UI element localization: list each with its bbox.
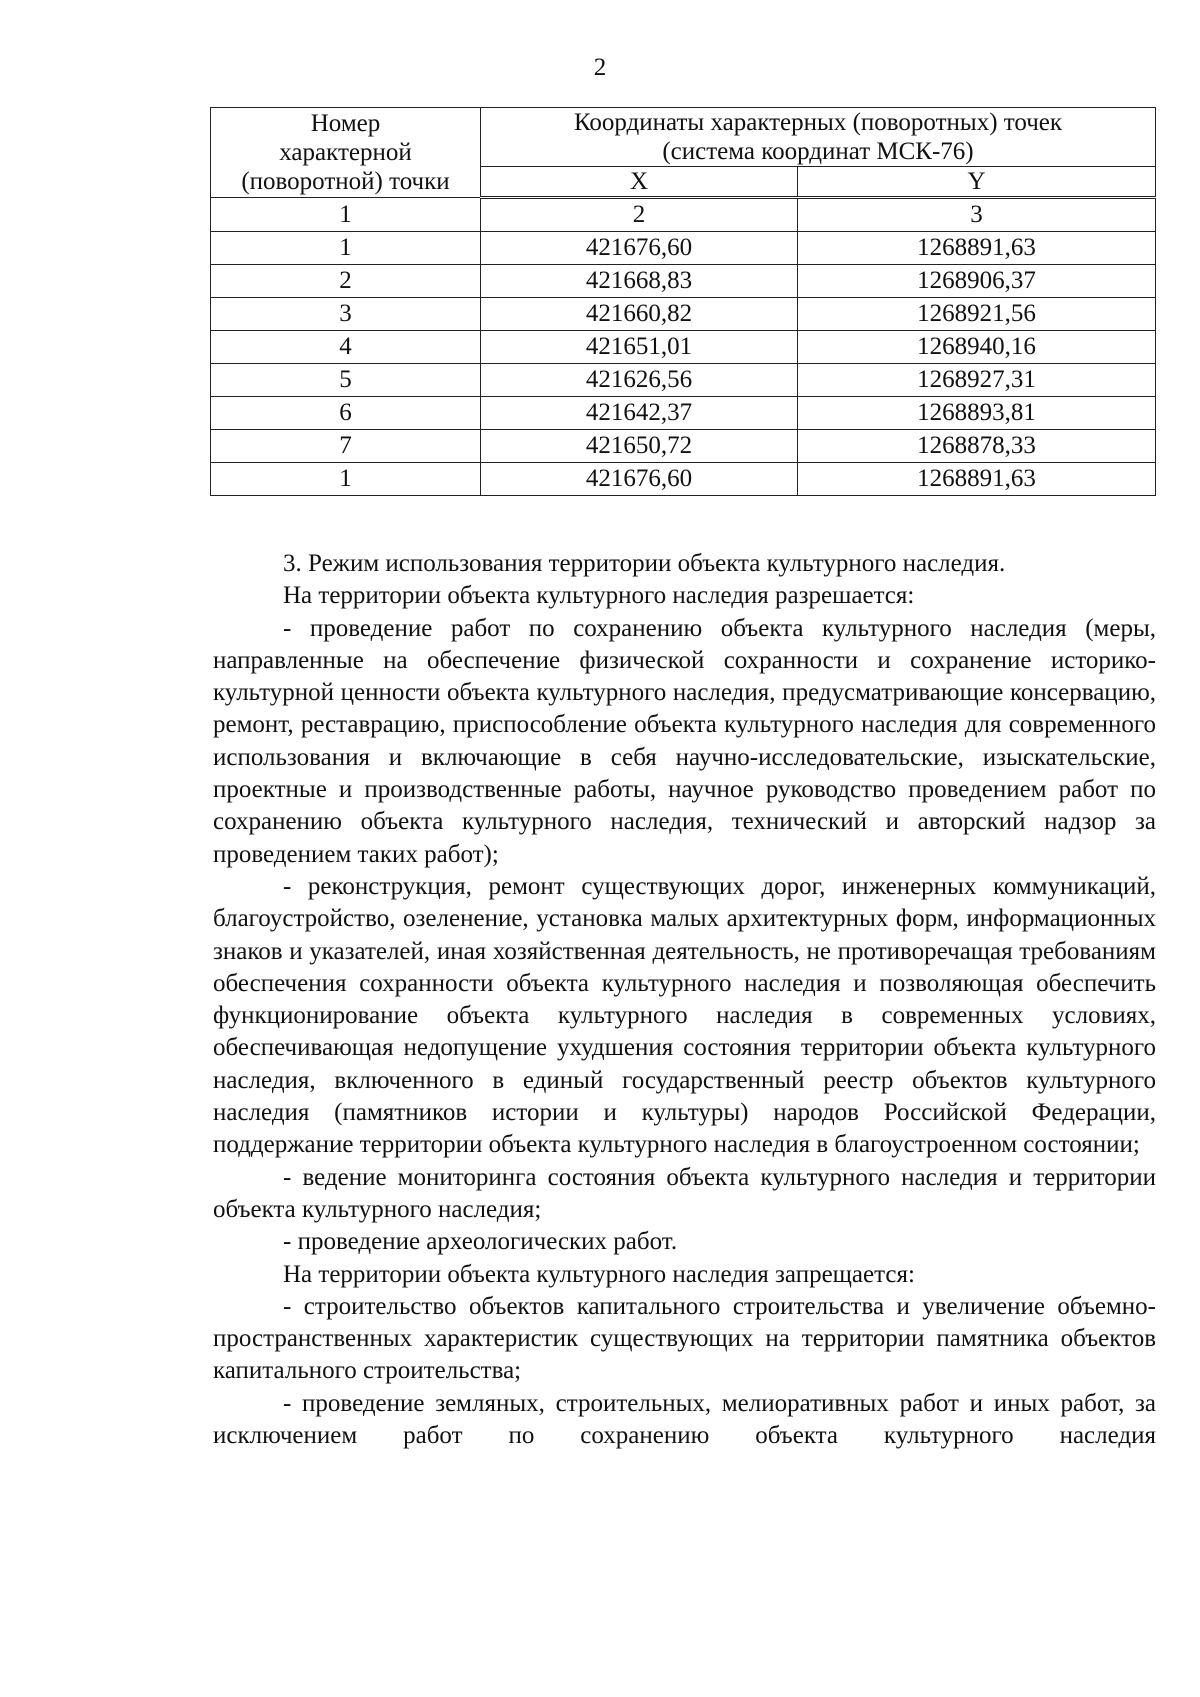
- point-number: 6: [211, 397, 481, 430]
- table-row: [211, 397, 1156, 430]
- table-row: [211, 331, 1156, 364]
- allowed-item: - проведение работ по сохранению объекта культурного наследия (меры, направленные на обеспечение физической сохранности и сохранение историко-культурной ценности объекта культурного наследия, предусматривающие консервацию, ремонт, реставрацию, приспособление объекта культурного наследия для современного использования и включающие в себя научно-исследовательские, изыскательские, проектные и производственные работы, научное руководство проведением работ по сохранению объекта культурного наследия, технический и авторский надзор за проведением таких работ);: [213, 614, 1156, 868]
- body-text: [213, 548, 1156, 1452]
- point-number: 2: [211, 265, 481, 298]
- x-value: 421676,60: [481, 232, 798, 265]
- forbidden-intro: На территории объекта культурного наследия запрещается:: [283, 1260, 915, 1288]
- index-cell: 2: [481, 198, 798, 232]
- point-header-line: Номер: [310, 110, 381, 137]
- point-number: 1: [211, 463, 481, 496]
- x-value: 421676,60: [481, 463, 798, 496]
- y-value: 1268906,37: [798, 265, 1156, 298]
- point-header-line: характерной: [279, 139, 412, 166]
- y-value: 1268891,63: [798, 232, 1156, 265]
- point-number: 4: [211, 331, 481, 364]
- allowed-item: - ведение мониторинга состояния объекта культурного наследия и территории объекта культурного наследия;: [213, 1163, 1156, 1223]
- page-number: 2: [593, 54, 607, 81]
- point-number: 3: [211, 298, 481, 331]
- point-header-line: (поворотной) точки: [241, 168, 450, 195]
- point-number: 5: [211, 364, 481, 397]
- y-value: 1268927,31: [798, 364, 1156, 397]
- coords-title-line: (система координат МСК-76): [662, 138, 974, 165]
- x-header: X: [481, 167, 798, 198]
- x-value: 421651,01: [481, 331, 798, 364]
- table-row: [211, 364, 1156, 397]
- index-cell: 3: [798, 198, 1156, 232]
- coords-title-line: Координаты характерных (поворотных) точек: [573, 109, 1063, 136]
- y-value: 1268893,81: [798, 397, 1156, 430]
- index-cell: 1: [211, 198, 481, 232]
- table-row: [211, 265, 1156, 298]
- y-header: Y: [798, 167, 1156, 198]
- x-value: 421650,72: [481, 430, 798, 463]
- forbidden-item: - проведение земляных, строительных, мелиоративных работ и иных работ, за исключением работ по сохранению объекта культурного наследия: [213, 1389, 1156, 1450]
- point-number: 7: [211, 430, 481, 463]
- coordinates-table: [210, 107, 1156, 496]
- table-row: [211, 430, 1156, 463]
- forbidden-item: - строительство объектов капитального строительства и увеличение объемно-пространственных характеристик существующих на территории памятника объектов капитального строительства;: [213, 1292, 1156, 1385]
- y-value: 1268940,16: [798, 331, 1156, 364]
- table-row: [211, 298, 1156, 331]
- index-row: [211, 198, 1156, 232]
- coordinates-header: [481, 108, 1156, 167]
- x-value: 421626,56: [481, 364, 798, 397]
- allowed-item: - проведение археологических работ.: [283, 1228, 678, 1256]
- y-value: 1268891,63: [798, 463, 1156, 496]
- section-heading: 3. Режим использования территории объекта культурного наследия.: [283, 550, 1006, 577]
- point-number: 1: [211, 232, 481, 265]
- x-value: 421642,37: [481, 397, 798, 430]
- allowed-intro: На территории объекта культурного наследия разрешается:: [283, 582, 915, 610]
- table-row: [211, 232, 1156, 265]
- table-row: [211, 463, 1156, 496]
- x-value: 421668,83: [481, 265, 798, 298]
- allowed-item: - реконструкция, ремонт существующих дорог, инженерных коммуникаций, благоустройство, озеленение, установка малых архитектурных форм, информационных знаков и указателей, иная хозяйственная деятельность, не противоречащая требованиям обеспечения сохранности объекта культурного наследия и позволяющая обеспечить функционирование объекта культурного наследия в современных условиях, обеспечивающая недопущение ухудшения состояния территории объекта культурного наследия, включенного в единый государственный реестр объектов культурного наследия (памятников истории и культуры) народов Российской Федерации, поддержание территории объекта культурного наследия в благоустроенном состоянии;: [213, 872, 1156, 1159]
- x-value: 421660,82: [481, 298, 798, 331]
- y-value: 1268921,56: [798, 298, 1156, 331]
- point-number-header: [211, 108, 481, 198]
- y-value: 1268878,33: [798, 430, 1156, 463]
